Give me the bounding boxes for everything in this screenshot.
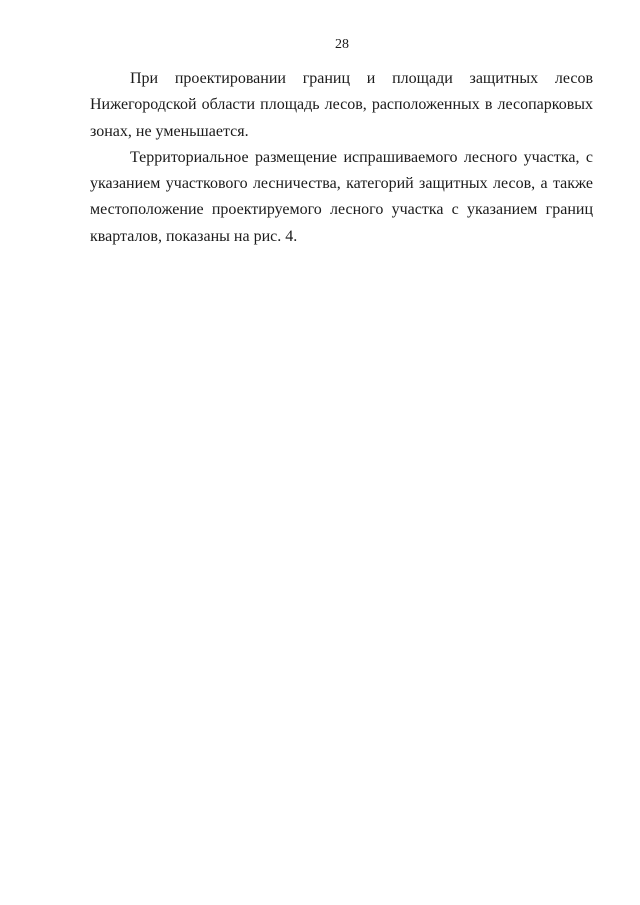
paragraph-territorial-placement: Территориальное размещение испрашиваемого лесного участка, с указанием участкового лесничества, категорий защитных лесов, а также местоположение проектируемого лесного участка с указанием границ кварталов, показаны на рис. 4. [90,148,593,245]
page-number: 28 [335,37,349,52]
paragraph-protective-forests: При проектировании границ и площади защитных лесов Нижегородской области площадь лесов, расположенных в лесопарковых зонах, не уменьшается. [90,70,593,140]
document-body [90,66,593,250]
